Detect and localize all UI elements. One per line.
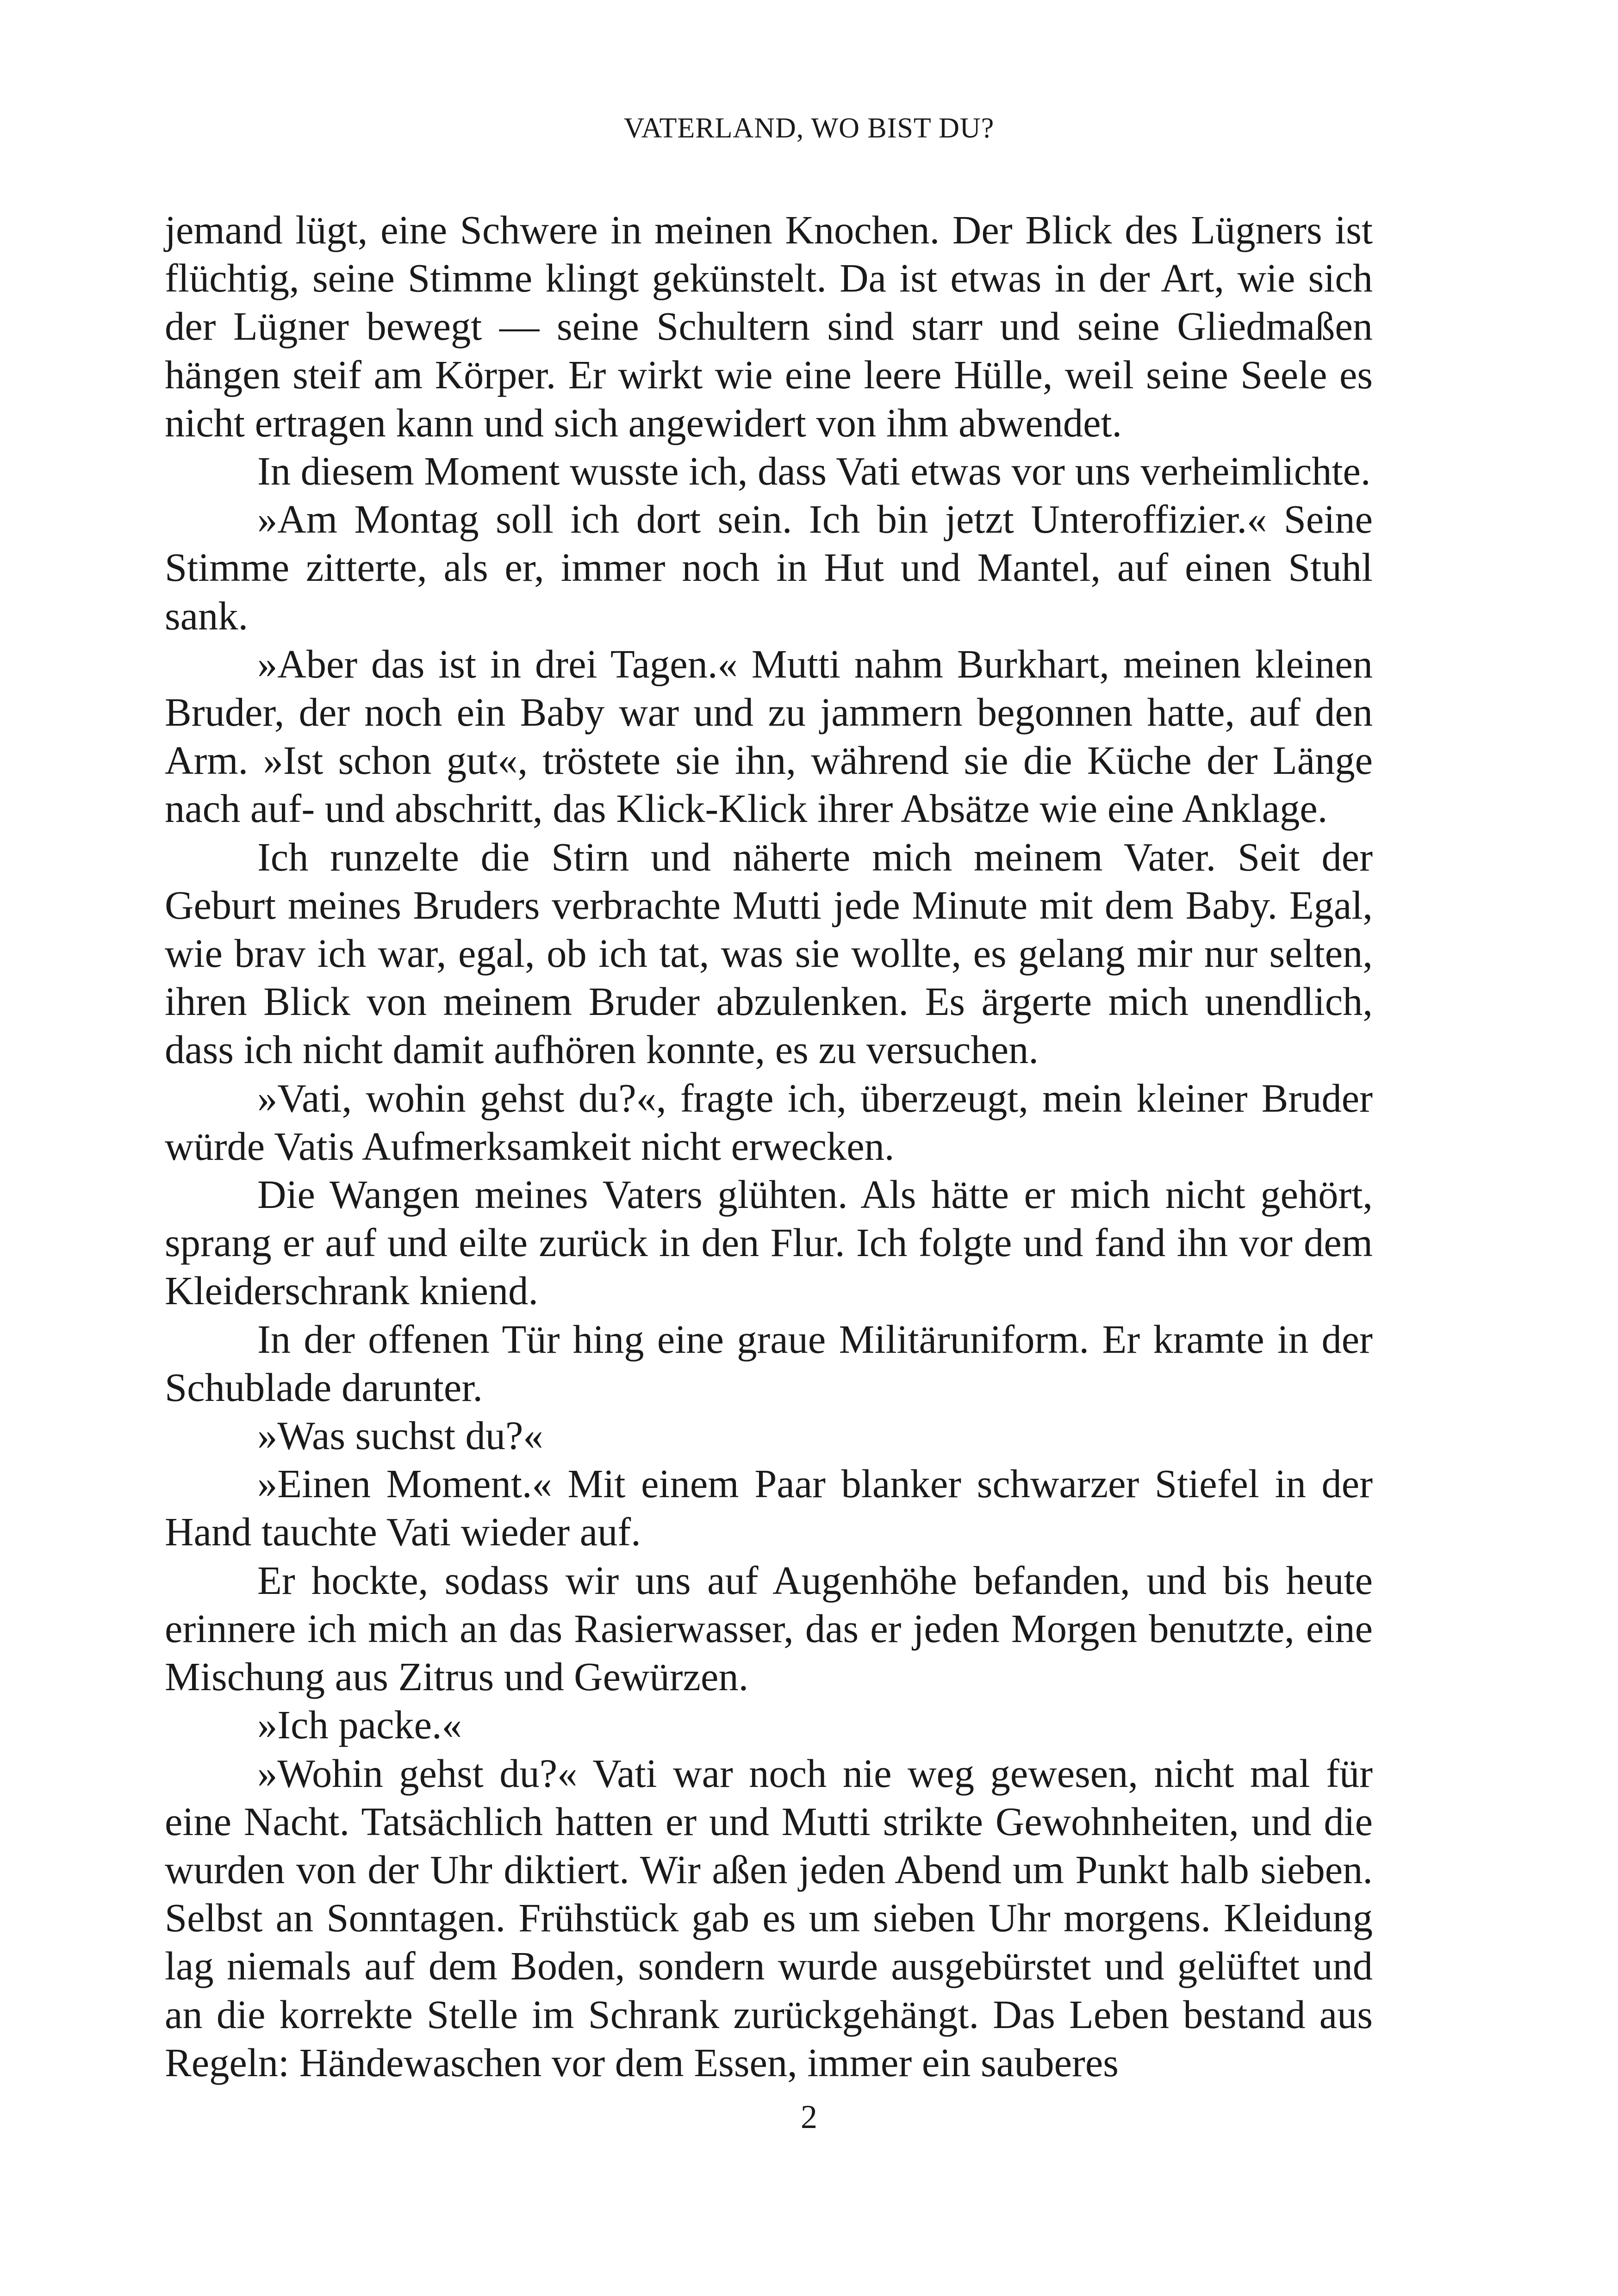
paragraph-continuation: jemand lügt, eine Schwere in meinen Knochen. Der Blick des Lügners ist flüchtig, seine Stimme klingt gekünstelt. Da ist etwas in der Art, wie sich der Lügner bewegt — seine Schultern sind starr und seine Gliedmaßen hängen steif am Körper. Er wirkt wie eine leere Hülle, weil seine Seele es nicht ertragen kann und sich angewidert von ihm abwendet. bbox=[165, 208, 1373, 445]
running-header: VATERLAND, WO BIST DU? bbox=[623, 112, 995, 144]
paragraph: »Vati, wohin gehst du?«, fragte ich, überzeugt, mein kleiner Bruder würde Vatis Aufmerksamkeit nicht erwecken. bbox=[165, 1076, 1373, 1169]
body-text bbox=[165, 206, 1373, 2087]
paragraph: In diesem Moment wusste ich, dass Vati etwas vor uns verheimlichte. bbox=[257, 449, 1371, 494]
paragraph: »Wohin gehst du?« Vati war noch nie weg gewesen, nicht mal für eine Nacht. Tatsächlich hatten er und Mutti strikte Gewohnheiten, und die wurden von der Uhr diktiert. Wir aßen jeden Abend um Punkt halb sieben. Selbst an Sonntagen. Frühstück gab es um sieben Uhr morgens. Kleidung lag niemals auf dem Boden, sondern wurde ausgebürstet und gelüftet und an die korrekte Stelle im Schrank zurückgehängt. Das Leben bestand aus Regeln: Händewaschen vor dem Essen, immer ein sauberes bbox=[165, 1751, 1373, 2085]
paragraph: Die Wangen meines Vaters glühten. Als hätte er mich nicht gehört, sprang er auf und eilte zurück in den Flur. Ich folgte und fand ihn vor dem Kleiderschrank kniend. bbox=[165, 1172, 1373, 1313]
paragraph: »Am Montag soll ich dort sein. Ich bin jetzt Unteroffizier.« Seine Stimme zitterte, als er, immer noch in Hut und Mantel, auf einen Stuhl sank. bbox=[165, 497, 1373, 638]
paragraph: »Einen Moment.« Mit einem Paar blanker schwarzer Stiefel in der Hand tauchte Vati wieder auf. bbox=[165, 1462, 1373, 1555]
page-number: 2 bbox=[801, 2098, 817, 2135]
paragraph: »Aber das ist in drei Tagen.« Mutti nahm Burkhart, meinen kleinen Bruder, der noch ein Baby war und zu jammern begonnen hatte, auf den Arm. »Ist schon gut«, tröstete sie ihn, während sie die Küche der Länge nach auf- und abschritt, das Klick-Klick ihrer Absätze wie eine Anklage. bbox=[165, 641, 1373, 831]
paragraph: Er hockte, sodass wir uns auf Augenhöhe befanden, und bis heute erinnere ich mich an das Rasierwasser, das er jeden Morgen benutzte, eine Mischung aus Zitrus und Gewürzen. bbox=[165, 1558, 1373, 1699]
paragraph: »Ich packe.« bbox=[257, 1703, 462, 1748]
paragraph: »Was suchst du?« bbox=[257, 1413, 543, 1458]
paragraph: In der offenen Tür hing eine graue Militäruniform. Er kramte in der Schublade darunter. bbox=[165, 1317, 1373, 1410]
paragraph: Ich runzelte die Stirn und näherte mich meinem Vater. Seit der Geburt meines Bruders verbrachte Mutti jede Minute mit dem Baby. Egal, wie brav ich war, egal, ob ich tat, was sie wollte, es gelang mir nur selten, ihren Blick von meinem Bruder abzulenken. Es ärgerte mich unendlich, dass ich nicht damit aufhören konnte, es zu versuchen. bbox=[165, 834, 1373, 1072]
